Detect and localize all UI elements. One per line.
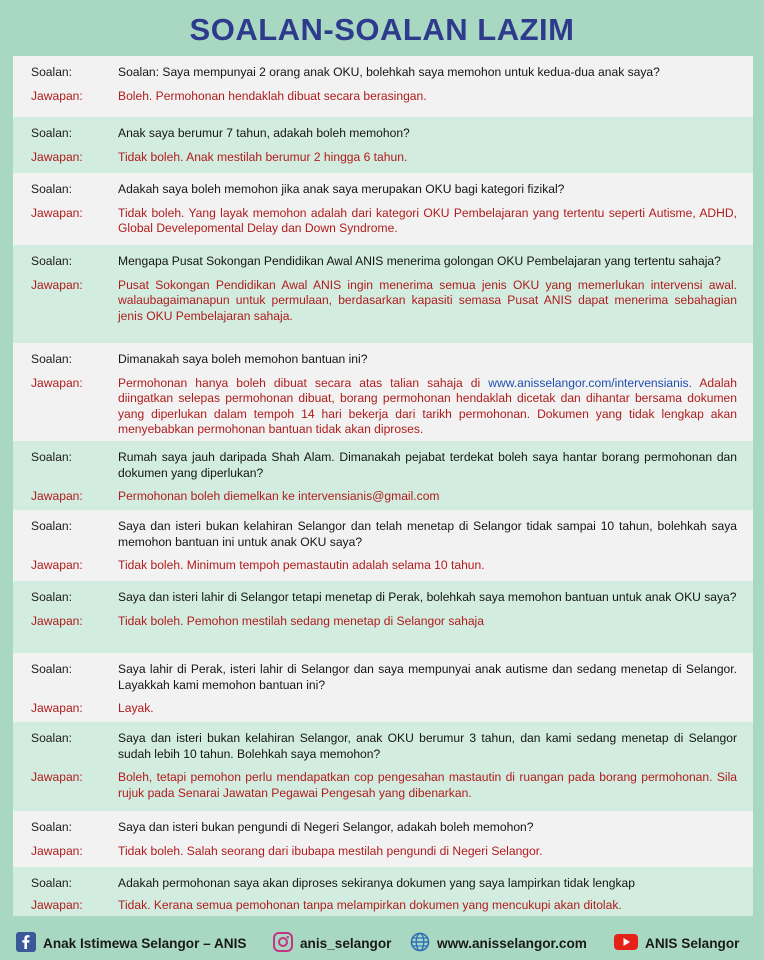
faq-item [13,581,753,653]
answer-text: Tidak. Kerana semua pemohonan tanpa melampirkan dokumen yang mencukupi akan ditolak. [118,897,622,912]
answer-text: Permohonan hanya boleh dibuat secara atas talian sahaja di www.anisselangor.com/intervensianis. Adalah diingatkan selepas permohonan dibuat, borang permohonan hendaklah dicetak dan dihantar bersama dokumen yang diperlukan dalam tempoh 14 hari bekerja dari tarikh permohonan. Dokumen yang tidak lengkap akan menyebabkan permohonan bantuan tidak akan diproses. [118,375,737,436]
question-text: Saya dan isteri bukan kelahiran Selangor, anak OKU berumur 3 tahun, dan kami sedang menetap di Selangor sudah lebih 10 tahun. Bolehkah saya memohon? [118,731,737,761]
faq-item [13,653,753,722]
answer-text: Tidak boleh. Pemohon mestilah sedang menetap di Selangor sahaja [118,613,484,628]
answer-label: Jawapan: [31,489,83,503]
instagram-link[interactable] [273,928,391,958]
question-label: Soalan: [31,519,73,533]
facebook-label: Anak Istimewa Selangor – ANIS [43,935,247,951]
question-label: Soalan: [31,352,73,366]
question-label: Soalan: [31,731,73,745]
question-label: Soalan: [31,126,73,140]
answer-text: Tidak boleh. Anak mestilah berumur 2 hingga 6 tahun. [118,149,408,164]
answer-text: Tidak boleh. Yang layak memohon adalah dari kategori OKU Pembelajaran yang tertentu seperti Autisme, ADHD, Global Develepomental Delay dan Down Syndrome. [118,205,737,235]
answer-label: Jawapan: [31,149,83,164]
website-link[interactable]: www.anisselangor.com/intervensianis. [488,375,692,390]
question-label: Soalan: [31,590,73,604]
answer-text: Layak. [118,701,154,715]
answer-label: Jawapan: [31,897,83,912]
answer-label: Jawapan: [31,613,83,628]
question-label: Soalan: [31,820,73,834]
question-label: Soalan: [31,182,73,196]
instagram-icon [273,932,293,955]
faq-item [13,441,753,510]
question-label: Soalan: [31,876,73,890]
facebook-icon [16,932,36,955]
answer-label: Jawapan: [31,843,83,858]
question-text: Saya dan isteri lahir di Selangor tetapi menetap di Perak, bolehkah saya memohon bantuan untuk anak OKU saya? [118,590,737,604]
answer-label: Jawapan: [31,277,83,292]
answer-label: Jawapan: [31,88,83,103]
instagram-label: anis_selangor [300,935,392,951]
question-text: Adakah saya boleh memohon jika anak saya merupakan OKU bagi kategori fizikal? [118,182,565,196]
faq-item [13,56,753,117]
question-text: Adakah permohonan saya akan diproses sekiranya dokumen yang saya lampirkan tidak lengkap [118,876,635,890]
footer [0,928,764,958]
question-text: Rumah saya jauh daripada Shah Alam. Dimanakah pejabat terdekat boleh saya hantar borang permohonan dan dokumen yang diperlukan? [118,450,737,480]
question-label: Soalan: [31,662,73,676]
answer-label: Jawapan: [31,770,83,784]
page-title: SOALAN-SOALAN LAZIM [189,12,575,47]
faq-item [13,722,753,811]
question-text: Saya dan isteri bukan kelahiran Selangor dan telah menetap di Selangor tidak sampai 10 tahun, bolehkah saya memohon bantuan ini untuk anak OKU saya? [118,519,737,549]
answer-text: Pusat Sokongan Pendidikan Awal ANIS ingin menerima semua jenis OKU yang memerlukan intervensi awal. walaubagaimanapun untuk permulaan, berdasarkan kapasiti semasa Pusat ANIS dapat menerima sebahagian jenis OKU Pembelajaran sahaja. [118,277,737,323]
website-footer-link[interactable] [410,928,587,958]
question-text: Dimanakah saya boleh memohon bantuan ini? [118,352,368,366]
faq-item [13,245,753,343]
question-text: Soalan: Saya mempunyai 2 orang anak OKU, bolehkah saya memohon untuk kedua-dua anak saya? [118,65,660,79]
answer-label: Jawapan: [31,701,83,715]
faq-item [13,173,753,245]
faq-item [13,510,753,581]
website-label: www.anisselangor.com [437,935,587,951]
answer-text: Boleh. Permohonan hendaklah dibuat secara berasingan. [118,88,427,103]
faq-item [13,867,753,916]
question-label: Soalan: [31,254,73,268]
faq-list [13,56,753,916]
youtube-label: ANIS Selangor [645,935,740,951]
youtube-icon [614,933,638,954]
answer-label: Jawapan: [31,375,83,390]
answer-text: Boleh, tetapi pemohon perlu mendapatkan cop pengesahan mastautin di ruangan pada borang permohonan. Sila rujuk pada Senarai Jawatan Pegawai Pengesah yang dibenarkan. [118,770,737,800]
faq-item [13,811,753,867]
question-text: Saya dan isteri bukan pengundi di Negeri Selangor, adakah boleh memohon? [118,820,534,834]
answer-text: Tidak boleh. Salah seorang dari ibubapa mestilah pengundi di Negeri Selangor. [118,843,543,858]
question-text: Anak saya berumur 7 tahun, adakah boleh memohon? [118,126,410,140]
facebook-link[interactable] [16,928,246,958]
faq-item [13,117,753,173]
youtube-link[interactable] [614,928,739,958]
answer-label: Jawapan: [31,205,83,220]
faq-item [13,343,753,441]
question-label: Soalan: [31,65,73,79]
question-text: Mengapa Pusat Sokongan Pendidikan Awal ANIS menerima golongan OKU Pembelajaran yang tertentu sahaja? [118,254,721,268]
question-label: Soalan: [31,450,73,464]
answer-text: Permohonan boleh diemelkan ke intervensianis@gmail.com [118,489,440,503]
answer-text: Tidak boleh. Minimum tempoh pemastautin adalah selama 10 tahun. [118,558,485,572]
globe-icon [410,932,430,955]
answer-label: Jawapan: [31,558,83,572]
question-text: Saya lahir di Perak, isteri lahir di Selangor dan saya mempunyai anak autisme dan sedang menetap di Selangor. Layakkah kami memohon bantuan ini? [118,662,737,692]
